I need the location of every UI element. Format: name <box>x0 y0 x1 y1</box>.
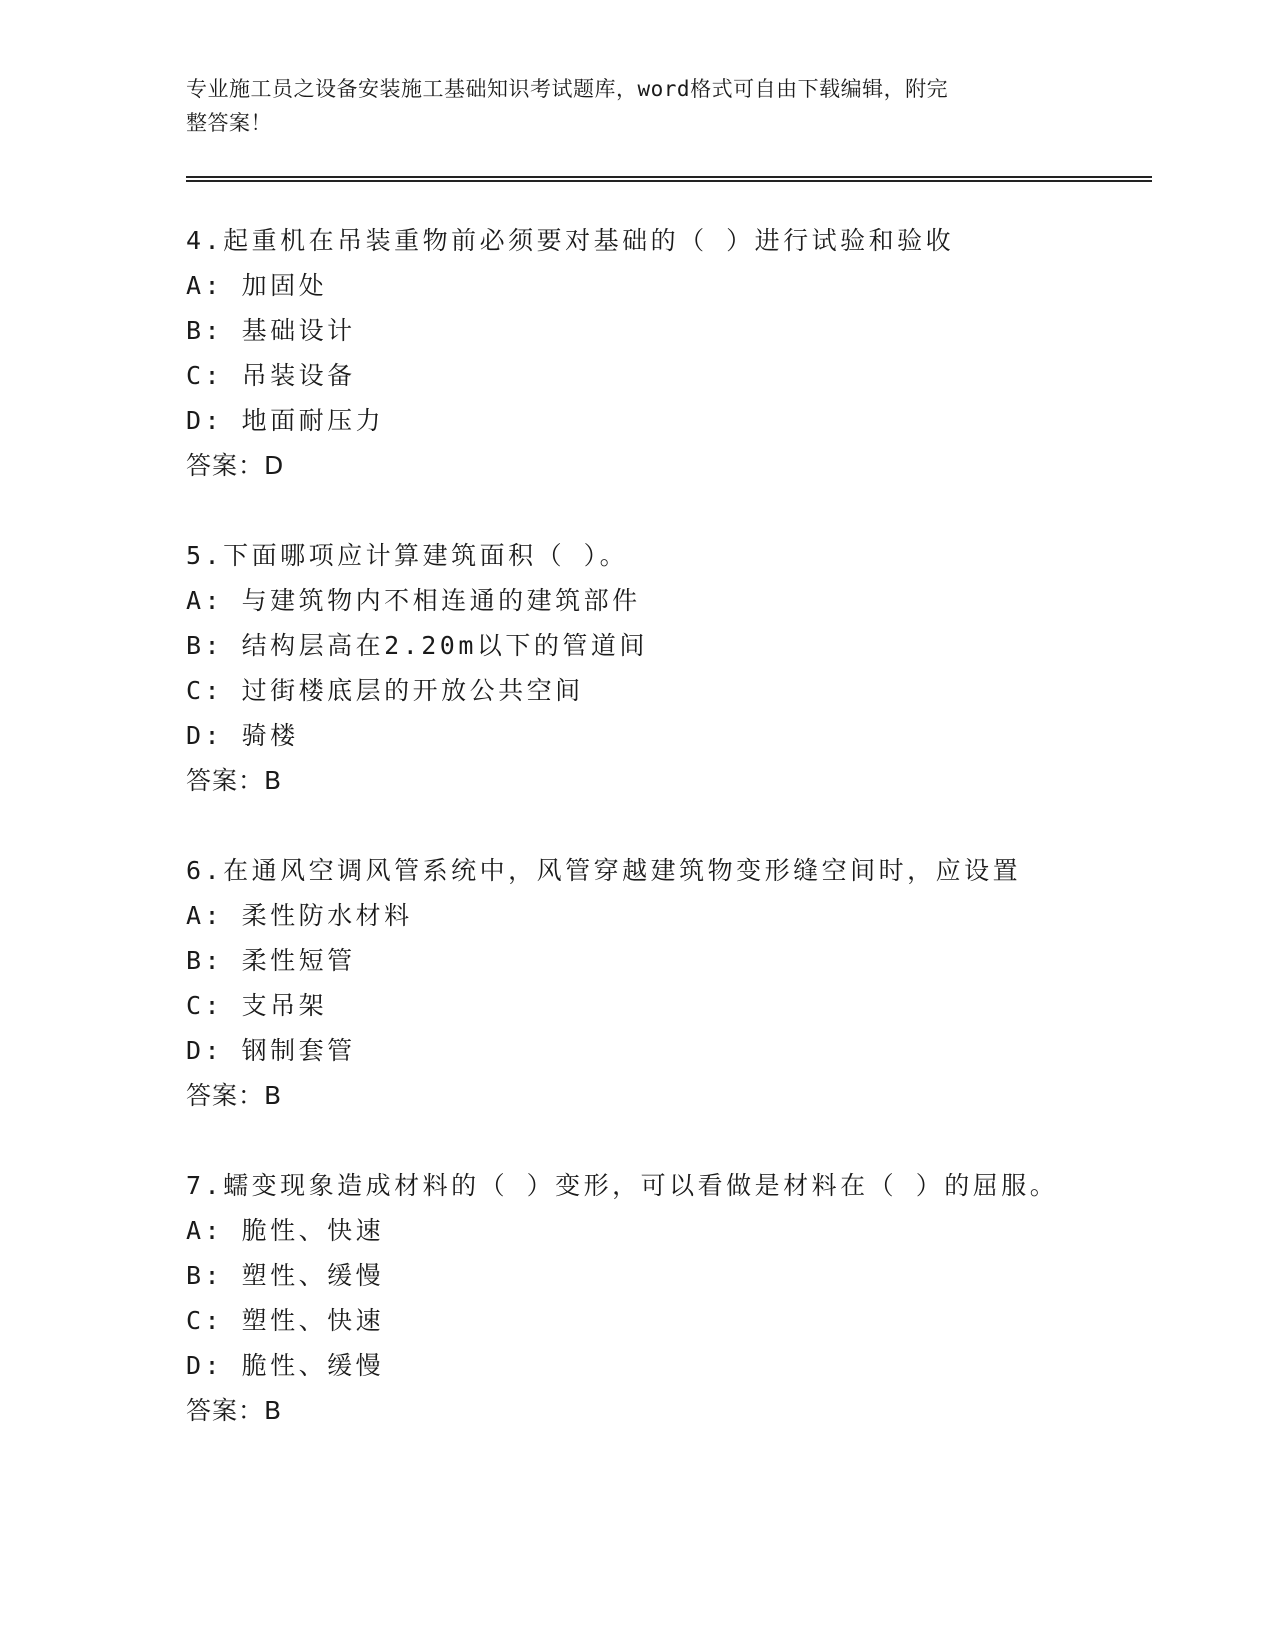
option-d: D: 钢制套管 <box>186 1036 356 1065</box>
answer: 答案：D <box>186 451 285 480</box>
header-line-1: 专业施工员之设备安装施工基础知识考试题库，word格式可自由下载编辑，附完 <box>186 77 949 101</box>
option-b: B: 塑性、缓慢 <box>186 1261 385 1290</box>
option-a: A: 与建筑物内不相连通的建筑部件 <box>186 586 641 615</box>
question-4 <box>186 218 1186 488</box>
question-7 <box>186 1163 1186 1433</box>
header-divider <box>186 176 1152 182</box>
option-c: C: 塑性、快速 <box>186 1306 385 1335</box>
option-c: C: 支吊架 <box>186 991 328 1020</box>
answer: 答案：B <box>186 766 283 795</box>
option-d: D: 骑楼 <box>186 721 299 750</box>
option-b: B: 基础设计 <box>186 316 356 345</box>
question-title: 4.起重机在吊装重物前必须要对基础的（ ）进行试验和验收 <box>186 226 955 255</box>
option-b: B: 柔性短管 <box>186 946 356 975</box>
option-c: C: 吊装设备 <box>186 361 356 390</box>
question-6 <box>186 848 1186 1118</box>
option-a: A: 加固处 <box>186 271 328 300</box>
answer: 答案：B <box>186 1081 283 1110</box>
option-d: D: 地面耐压力 <box>186 406 385 435</box>
answer: 答案：B <box>186 1396 283 1425</box>
option-c: C: 过街楼底层的开放公共空间 <box>186 676 584 705</box>
option-b: B: 结构层高在2.20m以下的管道间 <box>186 631 648 660</box>
document-header <box>186 72 1066 140</box>
question-title: 5.下面哪项应计算建筑面积（ ）。 <box>186 541 629 570</box>
question-5 <box>186 533 1186 803</box>
question-title: 7.蠕变现象造成材料的（ ）变形，可以看做是材料在（ ）的屈服。 <box>186 1171 1059 1200</box>
question-title: 6.在通风空调风管系统中，风管穿越建筑物变形缝空间时，应设置 <box>186 856 1022 885</box>
header-line-2: 整答案！ <box>186 111 272 135</box>
option-d: D: 脆性、缓慢 <box>186 1351 385 1380</box>
option-a: A: 脆性、快速 <box>186 1216 385 1245</box>
option-a: A: 柔性防水材料 <box>186 901 413 930</box>
